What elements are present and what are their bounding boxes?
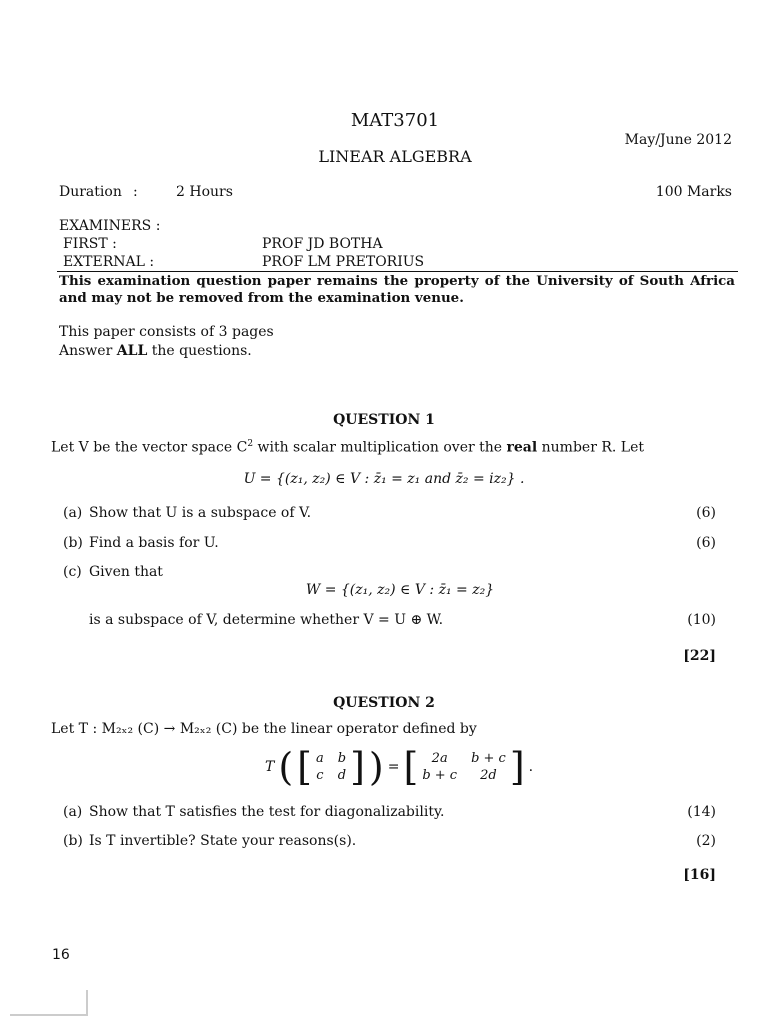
q2a-text: Show that T satisfies the test for diagonalizability. [89, 804, 445, 820]
output-matrix: [ 2a b + c b + c 2d ] [403, 745, 525, 789]
duration-label: Duration [59, 184, 122, 200]
q2b-marks: (2) [696, 833, 716, 849]
external-examiner-label: EXTERNAL : [63, 254, 155, 270]
q1c-marks: (10) [687, 612, 716, 628]
q1b-text: Find a basis for U. [89, 535, 219, 551]
duration-separator: : [133, 184, 138, 200]
q1b-label: (b) [63, 535, 83, 551]
exam-date: May/June 2012 [624, 132, 732, 148]
examiners-label: EXAMINERS : [59, 218, 161, 234]
course-code: MAT3701 [350, 110, 440, 131]
equation-w: W = {(z₁, z₂) ∈ V : z̄₁ = z₂} [305, 582, 495, 598]
input-matrix: [ a b c d ] [297, 745, 365, 789]
matrix-entry: 2a [431, 751, 448, 766]
question-1-intro: Let V be the vector space $C^2$ with scalar multiplication over the real number R. Let [51, 439, 645, 456]
operator-equation: T ( [ a b c d ] ) = [ 2a b + c b + c 2d ] . [265, 745, 534, 789]
external-examiner-name: PROF LM PRETORIUS [262, 254, 425, 270]
property-notice: This examination question paper remains the property of the University of South Africa and may not be removed from the examination venue. [59, 273, 735, 306]
q2b-text: Is T invertible? State your reasons(s). [89, 833, 357, 849]
q1c-text-continued: is a subspace of V, determine whether V = U ⊕ W. [89, 612, 444, 628]
equation-u: U = {(z₁, z₂) ∈ V : z̄₁ = z₁ and z̄₂ = iz₂} . [243, 471, 525, 487]
q1c-label: (c) [63, 564, 82, 580]
matrix-entry: a [316, 751, 324, 766]
question-2-total: [16] [683, 867, 716, 883]
q2b-label: (b) [63, 833, 83, 849]
course-title: LINEAR ALGEBRA [318, 147, 472, 166]
divider [57, 271, 738, 272]
question-1-title: QUESTION 1 [333, 412, 435, 428]
q1c-text: Given that [89, 564, 163, 580]
q1a-marks: (6) [696, 505, 716, 521]
q1b-marks: (6) [696, 535, 716, 551]
pages-note: This paper consists of 3 pages [59, 324, 274, 340]
matrix-entry: c [316, 768, 324, 783]
matrix-entry: b + c [471, 751, 506, 766]
q2a-label: (a) [63, 804, 83, 820]
question-2-intro: Let T : M₂ₓ₂ (C) → M₂ₓ₂ (C) be the linear operator defined by [51, 721, 477, 737]
q1a-text: Show that U is a subspace of V. [89, 505, 312, 521]
q1a-label: (a) [63, 505, 83, 521]
question-1-total: [22] [683, 648, 716, 664]
first-examiner-label: FIRST : [63, 236, 117, 252]
duration-value: 2 Hours [176, 184, 233, 200]
page-number: 16 [52, 947, 70, 963]
matrix-entry: b + c [422, 768, 458, 783]
matrix-entry: b [337, 751, 347, 766]
question-2-title: QUESTION 2 [333, 695, 435, 711]
answer-instruction: Answer ALL the questions. [59, 343, 252, 359]
total-marks: 100 Marks [655, 184, 732, 200]
matrix-entry: d [337, 768, 347, 783]
first-examiner-name: PROF JD BOTHA [262, 236, 383, 252]
q2a-marks: (14) [687, 804, 716, 820]
page-corner-mark [86, 990, 88, 1016]
page-corner-mark [10, 1014, 88, 1016]
matrix-entry: 2d [480, 768, 497, 783]
